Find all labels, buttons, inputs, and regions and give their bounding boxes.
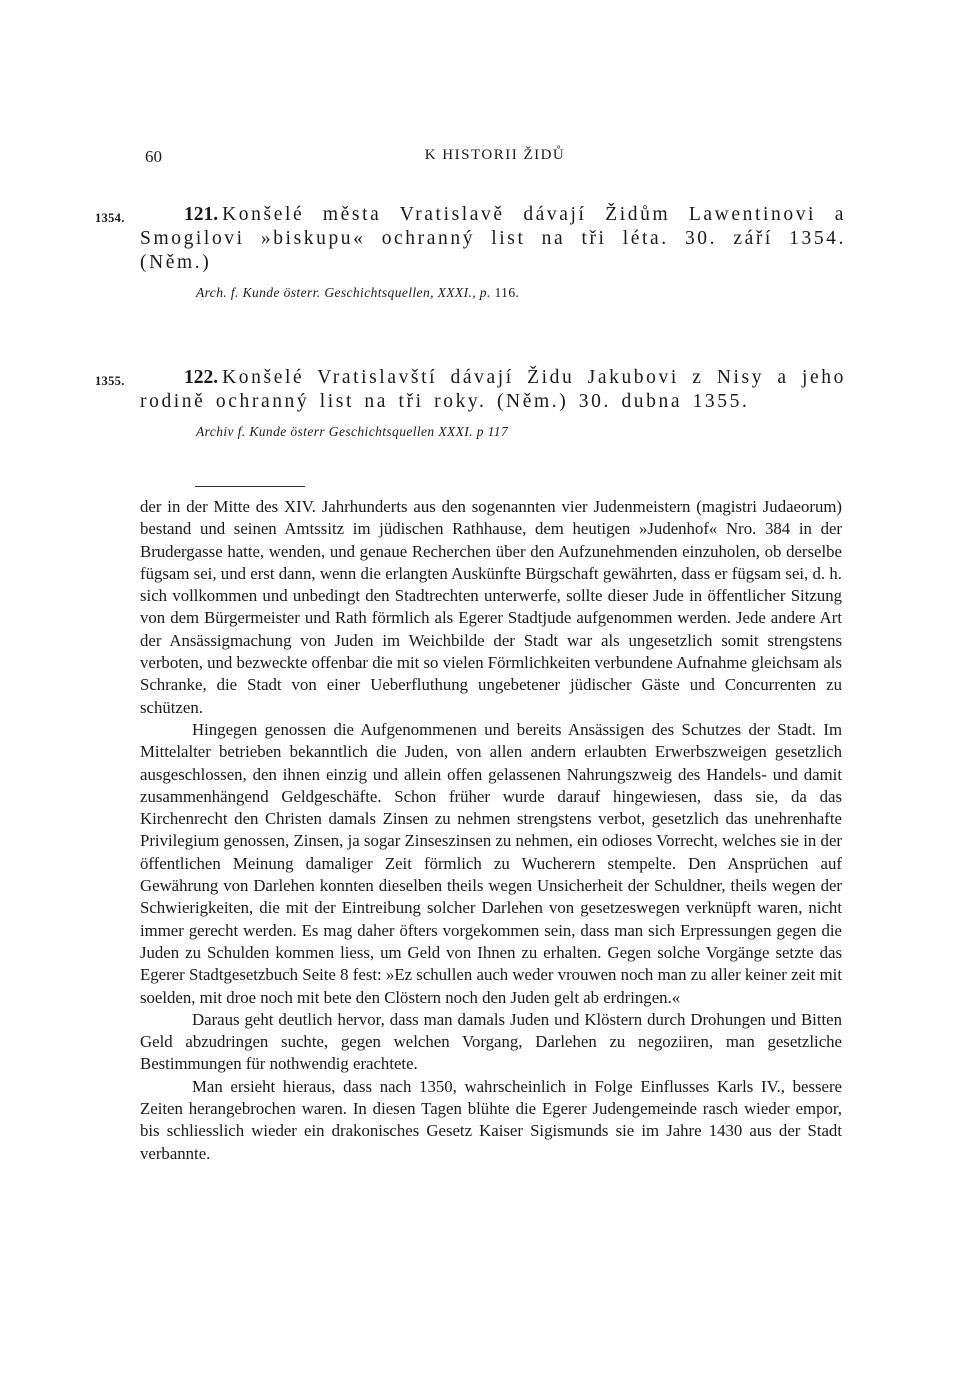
entry-year: 1354. [95,211,125,225]
page-number: 60 [145,147,162,166]
regest-body: Konšelé Vratislavští dávají Židu Jakubovi z Nisy a jeho rodině ochranný list na tři roky. (Něm.) 30. dubna 1355. [140,367,846,412]
regest-body: Konšelé města Vratislavě dávají Židům Lawentinovi a Smogilovi »biskupu« ochranný list na tři léta. 30. září 1354. (Něm.) [140,204,846,273]
footnote-paragraph: Hingegen genossen die Aufgenommenen und bereits Ansässigen des Schutzes der Stadt. Im Mittelalter betrieben bekanntlich die Juden, von allen andern erlaubten Erwerbszweigen gesetzlich ausgeschlossen, den ihnen einzig und allein offen gelassenen Nahrungszweig des Handels- und damit zusammenhängend Geldgeschäfte. Schon früher wurde darauf hingewiesen, dass sie, da das Kirchenrecht den Christen damals Zinsen zu nehmen strengstens verbot, gesetzlich das unehrenhafte Privilegium genossen, Zinsen, ja sogar Zinseszinsen zu nehmen, ein odioses Vorrecht, welches sie in der öffentlichen Meinung damaliger Zeit förmlich zu Wucherern stempelte. Den Ansprüchen auf Gewährung von Darlehen konnten dieselben theils wegen Unsicherheit der Schuldner, theils wegen der Schwierigkeiten, die mit der Eintreibung solcher Darlehen von gesetzeswegen verknüpft waren, nicht immer gerecht werden. Es mag daher öfters vorgekommen sein, dass man sich Erpressungen gegen die Juden zu Schulden kommen liess, um Geld von Ihnen zu erhalten. Gegen solche Vorgänge setzte das Egerer Stadtgesetzbuch Seite 8 fest: »Ez schullen auch weder vrouwen noch man zu aller keiner zeit mit soelden, mit droe noch mit bete den Clöstern noch den Juden gelt ab erdringen.« [140,719,842,1007]
footnote [140,496,842,1165]
running-title: K HISTORII ŽIDŮ [424,147,566,163]
source-citation [196,285,846,301]
regest-entry-122 [95,366,846,440]
footnote-separator [195,486,305,487]
regest-entry-121 [95,203,846,301]
regest-text [140,366,846,414]
regest-text [140,203,846,275]
entry-number: 122. [184,367,219,388]
source-citation [196,424,846,440]
entry-number: 121. [184,204,219,225]
footnote-paragraph: Daraus geht deutlich hervor, dass man damals Juden und Klöstern durch Drohungen und Bitten Geld abzudringen suchte, gegen welchen Vorgang, Darlehen zu negoziiren, man gesetzliche Bestimmungen für nothwendig erachtete. [140,1009,842,1074]
entry-year: 1355. [95,374,125,388]
source-page: 116. [494,285,520,300]
source-text: Arch. f. Kunde österr. Geschichtsquellen, XXXI., p. [196,285,491,300]
footnote-paragraph: der in der Mitte des XIV. Jahrhunderts aus den sogenannten vier Judenmeistern (magistri Judaeorum) bestand und seinen Amtssitz im jüdischen Rathhause, dem heutigen »Judenhof« Nro. 384 in der Brudergasse hatte, wenden, und genaue Recherchen über den Aufzunehmenden einzuholen, ob derselbe fügsam sei, und erst dann, wenn die erlangten Auskünfte Bürgschaft gewährten, dass er fügsam sei, d. h. sich vollkommen und unbedingt den Stadtrechten unterwerfe, sollte dieser Jude in öffentlicher Sitzung von dem Bürgermeister und Rath förmlich als Egerer Stadtjude aufgenommen werden. Jede andere Art der Ansässigmachung von Juden im Weichbilde der Stadt war als ungesetzlich somit strengstens verboten, und bezweckte offenbar die mit so vielen Förmlichkeiten verbundene Aufnahme gleichsam als Schranke, die Stadt von einer Ueberfluthung ungebetener jüdischer Gäste und Concurrenten zu schützen. [140,497,842,717]
footnote-paragraph: Man ersieht hieraus, dass nach 1350, wahrscheinlich in Folge Einflusses Karls IV., bessere Zeiten herangebrochen waren. In diesen Tagen blühte die Egerer Judengemeinde rasch wieder empor, bis schliesslich wieder ein drakonisches Gesetz Kaiser Sigismunds sie im Jahre 1430 aus der Stadt verbannte. [140,1076,842,1163]
page-header [145,147,845,169]
source-text: Archiv f. Kunde österr Geschichtsquellen XXXI. p 117 [196,424,509,439]
